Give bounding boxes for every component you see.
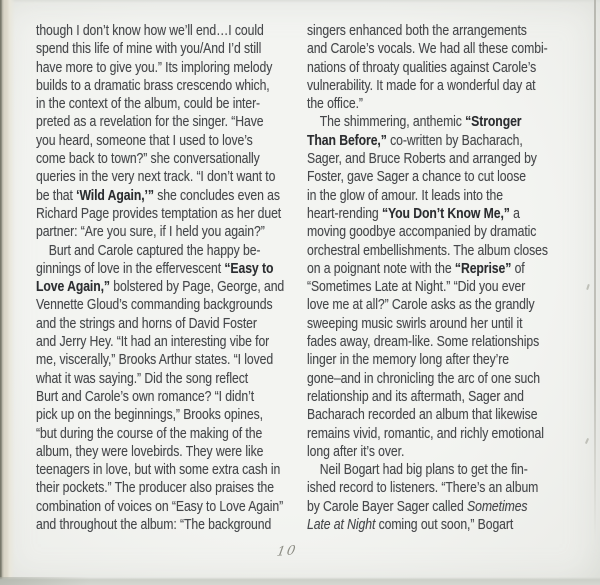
spine-shadow xyxy=(0,0,15,585)
text-line: Bacharach recorded an album that likewise xyxy=(307,407,538,424)
text-line: love me at all?” Carole asks as the grandly xyxy=(307,297,535,314)
text-line: preted as a revelation for the singer. “Have xyxy=(36,114,264,131)
text-line: Neil Bogart had big plans to get the fin- xyxy=(319,462,528,479)
text-line: by Carole Bayer Sager called Sometimes xyxy=(307,498,528,515)
bottom-scan-edge xyxy=(0,577,600,585)
text-line: have more to give you.” Its imploring melody xyxy=(36,59,273,76)
text-line: combination of voices on “Easy to Love Again” xyxy=(36,498,284,515)
text-line: Foster, gave Sager a chance to cut loose xyxy=(307,169,526,186)
text-line: and Carole’s vocals. We had all these combi- xyxy=(307,41,548,58)
text-line: album, they were lovebirds. They were like xyxy=(36,443,264,460)
text-line: and the strings and horns of David Foster xyxy=(36,315,257,332)
right-scan-edge xyxy=(594,0,596,540)
text-line: partner: “Are you sure, if I held you again?” xyxy=(36,224,265,241)
text-line: spend this life of mine with you/And I’d still xyxy=(36,41,262,58)
text-line: “Sometimes Late at Night.” “Did you ever xyxy=(307,279,526,296)
text-line: and throughout the album: “The background xyxy=(36,517,272,534)
text-line: on a poignant note with the “Reprise” of xyxy=(307,260,525,277)
text-line: and Jerry Hey. “It had an interesting vibe for xyxy=(36,334,270,351)
text-line: ished record to listeners. “There’s an album xyxy=(307,480,539,497)
text-line: in the context of the album, could be inter- xyxy=(36,96,261,113)
scan-speck xyxy=(585,438,589,444)
text-line: orchestral embellishments. The album closes xyxy=(307,242,548,259)
text-line: in the glow of amour. It leads into the xyxy=(307,187,503,204)
text-line: The shimmering, anthemic “Stronger xyxy=(319,114,522,131)
text-line: ginnings of love in the effervescent “Easy to xyxy=(36,260,274,277)
text-line: moving goodbye accompanied by dramatic xyxy=(307,224,537,241)
text-line: fades away, dream-like. Some relationships xyxy=(307,334,540,351)
text-line: gone–and in chronicling the arc of one such xyxy=(307,370,541,387)
text-line: Than Before,” co-written by Bacharach, xyxy=(307,132,523,149)
text-line: builds to a dramatic brass crescendo which, xyxy=(36,77,270,94)
text-line: Burt and Carole captured the happy be- xyxy=(48,242,261,259)
text-line: singers enhanced both the arrangements xyxy=(307,23,527,39)
text-line: Vennette Gloud’s commanding backgrounds xyxy=(36,297,273,314)
text-line: though I don’t know how we’ll end…I could xyxy=(36,23,264,39)
text-line: teenagers in love, but with some extra cash in xyxy=(36,462,281,479)
text-line: remains vivid, romantic, and richly emotional xyxy=(307,425,544,442)
text-line: Late at Night coming out soon,” Bogart xyxy=(307,517,514,534)
text-line: be that ‘Wild Again,’” she concludes even as xyxy=(36,187,280,204)
text-line: relationship and its aftermath, Sager and xyxy=(307,388,524,405)
text-line: Richard Page provides temptation as her duet xyxy=(36,205,282,222)
text-line: me, viscerally,” Brooks Arthur states. “I loved xyxy=(36,352,274,369)
text-line: pick up on the beginnings,” Brooks opines, xyxy=(36,407,263,424)
text-line: long after it’s over. xyxy=(307,443,405,460)
text-line: “but during the course of the making of the xyxy=(36,425,263,442)
text-line: nations of throaty qualities against Carole’s xyxy=(307,59,537,76)
text-line: their pockets.” The producer also praises the xyxy=(36,480,274,497)
text-line: sweeping music swirls around her until it xyxy=(307,315,523,332)
text-line: Burt and Carole’s own romance? “I didn’t xyxy=(36,388,255,405)
text-line: what it was saying.” Did the song reflect xyxy=(36,370,249,387)
text-line: come back to town?” she conversationally xyxy=(36,151,260,168)
text-line: Sager, and Bruce Roberts and arranged by xyxy=(307,151,537,168)
text-line: Love Again,” bolstered by Page, George, and xyxy=(36,279,285,296)
scan-speck xyxy=(586,284,590,290)
top-scan-edge xyxy=(0,0,600,3)
text-line: heart-rending “You Don’t Know Me,” a xyxy=(307,205,520,222)
text-line: the office.” xyxy=(307,96,363,113)
text-line: vulnerability. It made for a wonderful day at xyxy=(307,77,536,94)
page-number: 10 xyxy=(275,543,298,560)
left-column xyxy=(36,22,293,534)
text-line: linger in the memory long after they’re xyxy=(307,352,510,369)
text-line: you heard, someone that I used to love’s xyxy=(36,132,253,149)
right-column xyxy=(307,22,577,534)
text-line: queries in the very next track. “I don’t want to xyxy=(36,169,276,186)
